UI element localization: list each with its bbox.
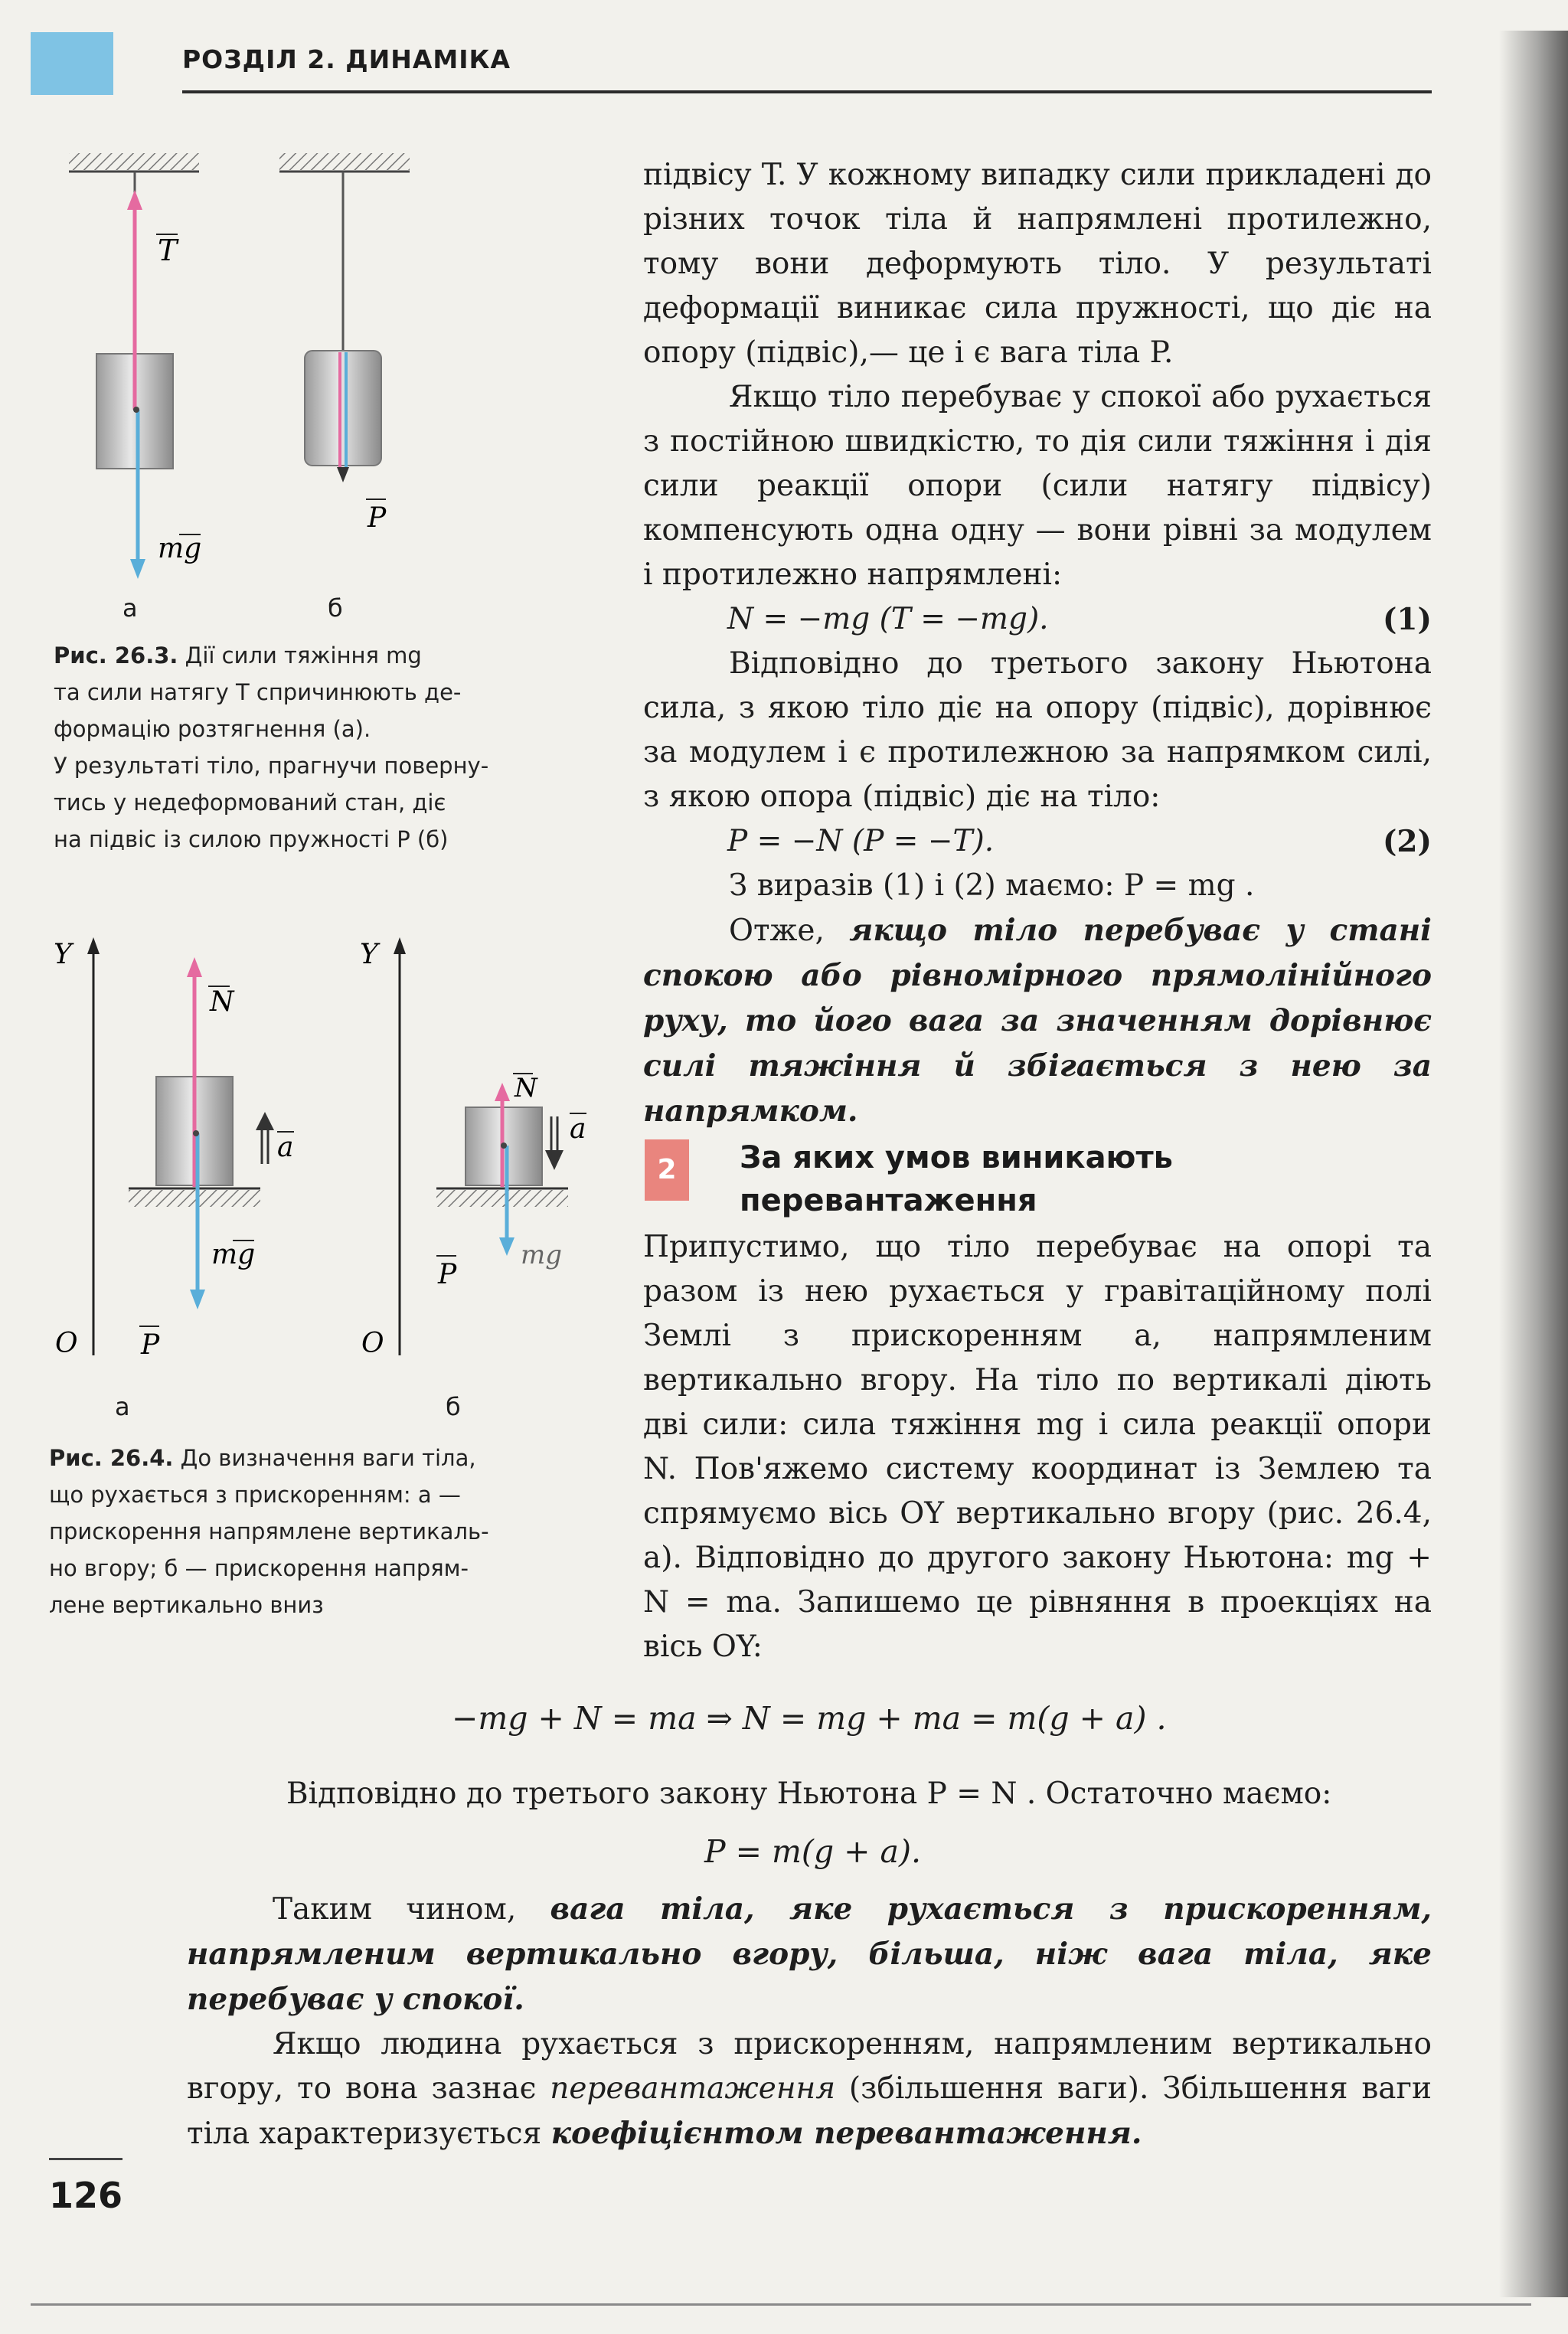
- section-title: За яких умов виникають перевантаження: [740, 1140, 1173, 1218]
- paragraph-8-emphasis: вага тіла, яке рухається з прискоренням, напрямленим вертикально вгору, більша, ніж вага тіла, яке перебуває у спокої.: [187, 1891, 1432, 2017]
- ceiling-left: [69, 153, 199, 170]
- label-mg-263: mg: [158, 533, 202, 564]
- svg-text:N: N: [514, 1073, 537, 1103]
- equation-4: P = m(g + a).: [704, 1833, 922, 1870]
- paragraph-3: Відповідно до третього закону Ньютона сила, з якою тіло діє на опору (підвіс), дорівнює за модулем і є протилежною за напрямком силі, з якою опора (підвіс) діє на тіло:: [643, 646, 1432, 814]
- label-P-263: P: [368, 502, 387, 534]
- fig264-caption-number: Рис. 26.4.: [49, 1445, 174, 1471]
- full-width-text-2: [187, 1887, 1432, 2156]
- paragraph-2: Якщо тіло перебуває у спокої або рухається з постійною швидкістю, то дія сили тяжіння і дія сили реакції опори (сили натягу підвісу) компенсують одна одну — вони рівні за модулем і протилежно напрямлені:: [643, 380, 1432, 592]
- fig263-sub-a: а: [122, 593, 138, 623]
- svg-text:mg: mg: [521, 1240, 563, 1270]
- equation-1: N = −mg (T = −mg). (1): [643, 597, 1432, 642]
- svg-text:O: O: [361, 1328, 384, 1359]
- svg-text:mg: mg: [211, 1239, 256, 1270]
- vector-P-263: [337, 467, 349, 482]
- label-T: T: [158, 234, 178, 267]
- svg-text:P: P: [438, 1259, 457, 1290]
- page-number-rule: [49, 2158, 122, 2160]
- chapter-title: РОЗДІЛ 2. ДИНАМІКА: [182, 44, 511, 74]
- paragraph-9: Якщо людина рухається з прискоренням, напрямленим вертикально вгору, то вона зазнає перевантаження (збільшення ваги). Збільшення ваги тіла характеризується коефіцієнтом перевантаження.: [187, 2027, 1432, 2151]
- page-bottom-edge: [31, 2303, 1531, 2306]
- svg-text:P: P: [141, 1329, 160, 1361]
- equation-2: P = −N (P = −T). (2): [643, 819, 1432, 864]
- svg-text:O: O: [55, 1328, 78, 1359]
- paragraph-6: Припустимо, що тіло перебуває на опорі та разом із нею рухається у гравітаційному полі Землі з прискоренням a, напрямленим вертикально вгору. На тіло по вертикалі діють дві сили: сила тяжіння mg і сила реакції опори N. Пов'яжемо систему координат із Землею та спрямуємо вісь OY вертикально вгору (рис. 26.4, а). Відповідно до другого закону Ньютона: mg + N = ma. Запишемо це рівняння в проекціях на вісь OY:: [643, 1230, 1432, 1664]
- section-number-badge: 2: [645, 1139, 689, 1201]
- fig264-sub-a: а: [115, 1392, 130, 1421]
- header-rule: [182, 90, 1432, 93]
- section-2-text: [643, 1225, 1432, 1669]
- paragraph-7: Відповідно до третього закону Ньютона P = N . Остаточно маємо:: [286, 1777, 1332, 1811]
- svg-text:a: a: [570, 1113, 586, 1145]
- equation-3: −mg + N = ma ⇒ N = mg + ma = m(g + a) .: [452, 1700, 1167, 1737]
- equation-2-number: (2): [1382, 824, 1432, 859]
- ceiling-right: [279, 153, 410, 170]
- fig263-caption-number: Рис. 26.3.: [54, 642, 178, 668]
- fig263-caption: Рис. 26.3. Дії сили тяжіння mg та сили натягу T спричинюють де- формацію розтягнення (а). У результаті тіло, прагнучи поверну- тись у недеформований стан, діє на підвіс із силою пружності P (б): [54, 642, 489, 852]
- paragraph-5-emphasis: якщо тіло перебуває у стані спокою або рівномірного прямолінійного руху, то його вага за значенням дорівнює силі тяжіння й збігається з нею за напрямком.: [643, 913, 1432, 1129]
- weight-right: [305, 351, 381, 466]
- paragraph-8: Таким чином, вага тіла, яке рухається з прискоренням, напрямленим вертикально вгору, більша, ніж вага тіла, яке перебуває у спокої.: [187, 1891, 1432, 2017]
- svg-text:Y: Y: [54, 939, 72, 970]
- svg-text:N: N: [210, 986, 234, 1018]
- equation-1-number: (1): [1382, 602, 1432, 637]
- fig263-sub-b: б: [328, 593, 343, 623]
- chapter-color-tab: [31, 32, 113, 95]
- fig264-sub-b: б: [446, 1392, 461, 1421]
- figure-26-3: [54, 145, 436, 590]
- paragraph-4: З виразів (1) і (2) маємо: P = mg .: [729, 868, 1255, 903]
- right-column-text: [643, 153, 1432, 1134]
- svg-text:Y: Y: [360, 939, 378, 970]
- svg-text:a: a: [277, 1132, 294, 1163]
- full-width-text-1: [187, 1772, 1432, 1816]
- fig264-caption: Рис. 26.4. До визначення ваги тіла, що рухається з прискоренням: а — прискорення напрямлене вертикаль- но вгору; б — прискорення напрям- лене вертикально вниз: [49, 1445, 489, 1618]
- page-number: 126: [49, 2175, 123, 2216]
- paragraph-1: підвісу T. У кожному випадку сили прикладені до різних точок тіла й напрямлені протилежно, тому вони деформують тіло. У результаті деформації виникає сила пружності, що діє на опору (підвіс),— це і є вага тіла P.: [643, 158, 1432, 370]
- book-spine-shadow: [1499, 31, 1568, 2297]
- paragraph-5: Отже, якщо тіло перебуває у стані спокою або рівномірного прямолінійного руху, то його вага за значенням дорівнює силі тяжіння й збігається з нею за напрямком.: [643, 913, 1432, 1129]
- figure-26-4: [46, 927, 597, 1371]
